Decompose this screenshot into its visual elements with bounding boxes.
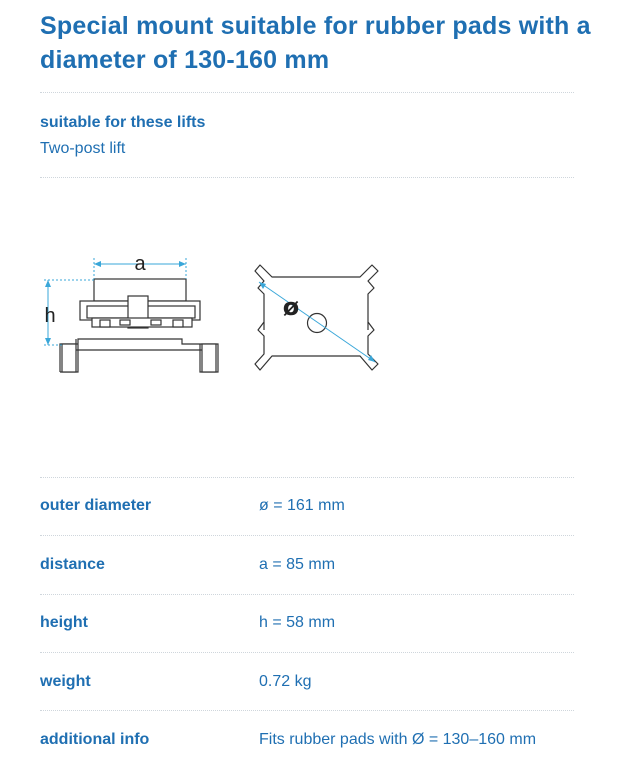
spec-value: Fits rubber pads with Ø = 130–160 mm [259,731,537,748]
dim-a-label: a [134,253,146,275]
separator [40,92,574,93]
spec-row-additional-info [40,731,574,755]
spec-value: 0.72 kg [259,673,312,690]
separator [40,710,574,711]
separator [40,177,574,178]
spec-value: a = 85 mm [259,556,336,573]
separator [40,594,574,595]
product-title: Special mount suitable for rubber pads with a diameter of 130-160 mm [40,12,591,74]
spec-row-weight [40,673,574,697]
lifts-label: suitable for these lifts [40,114,206,131]
side-view [60,279,218,372]
spec-label: outer diameter [40,497,152,514]
spec-row-outer-diameter [40,497,574,521]
spec-row-height [40,614,574,638]
spec-label: height [40,614,88,631]
spec-value: h = 58 mm [259,614,336,631]
separator [40,477,574,478]
dim-h-label: h [44,305,56,327]
spec-row-distance [40,556,574,580]
spec-label: additional info [40,731,150,748]
dim-diameter-label: ø [282,293,300,321]
separator [40,535,574,536]
spec-label: distance [40,556,105,573]
spec-label: weight [40,673,91,690]
spec-value: ø = 161 mm [259,497,345,514]
top-view [255,265,378,370]
separator [40,652,574,653]
lifts-value: Two-post lift [40,140,126,157]
technical-drawing [40,244,385,379]
